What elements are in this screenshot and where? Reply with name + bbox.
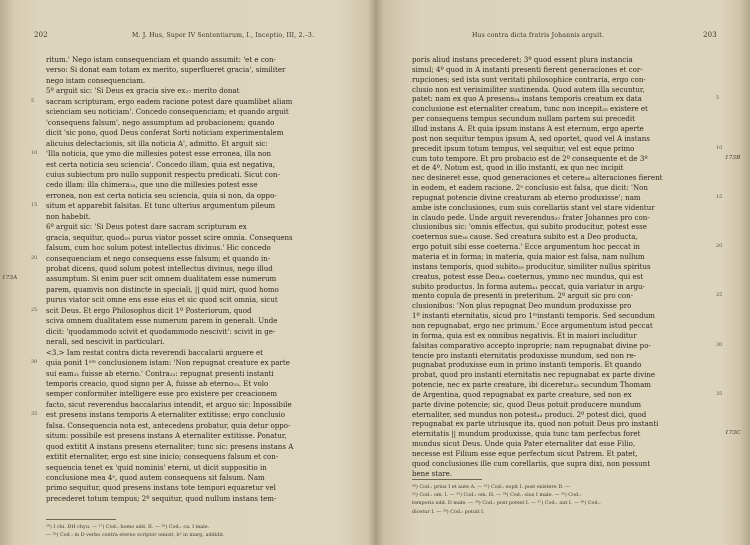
text-line: in eodem, et eadem racione. 2ᵃ conclusio est falsa, que dicit: 'Non — [412, 183, 648, 193]
text-line: situm et apparebit falsitas. Et tunc ulterius argumentum pileum — [46, 201, 276, 211]
margin-folio-reference: 173C — [725, 430, 741, 437]
text-line: cuius subiectum pro nullo supponit respectu predicati. Sicut con- — [46, 169, 280, 179]
text-line: patet: nam ex quo A presens₃₄ instans temporis creatum ex data — [412, 94, 642, 104]
text-line: verso: Si donat eam totam ex merito, superflueret gracia', similiter — [46, 65, 286, 75]
text-line: illud instans A. Et quia ipsum instans A est eternum, ergo aperte — [412, 123, 644, 133]
right-page — [376, 0, 750, 545]
footnote-line: dicetur I. — ³⁹) Cod.: potuit I. — [412, 508, 485, 515]
text-line: sui eam₃₁ fuisse ab eterno.' Contra₃₂: repugnat presenti instanti — [46, 368, 274, 378]
text-line: precedit ipsum totum tempus, vel sequitur, vel est eque primo — [412, 143, 635, 153]
text-line: per consequens tempus secundum nullam partem sui precedit — [412, 114, 635, 124]
text-line: ambe iste conclusiones, cum suis corellariis stant vel stare videntur — [412, 202, 655, 212]
text-line: primo sequitur, quod presens instans tote tempori equaretur vel — [46, 483, 276, 493]
margin-line-number: 15 — [31, 202, 38, 209]
text-line: facto, sicut reverendus baccalarius intendit, et arguo sic: Inpossibile — [46, 399, 292, 409]
right-running-head — [376, 31, 750, 41]
margin-line-number: 10 — [716, 144, 723, 151]
text-line: clusionibus: 'Non plus repugnat Deo mundum produxisse pro — [412, 301, 632, 311]
footnote-line: ³²) Cod.: om. I. — ³³) Cod.: om. H. — ³⁴) Cod.: sius I male. — ³⁵) Cod.: — [412, 492, 582, 499]
text-line: necesse est Filium esse eque perfectum sicut Patrem. Et patet, — [412, 449, 638, 458]
text-line: scienciam seu noticiam'. Concedo consequenciam; et quando arguit — [46, 107, 289, 117]
margin-line-number: 35 — [716, 390, 723, 397]
text-line: alicuius delectacionis, sit illa noticia A', admitto. Et arguit sic: — [46, 138, 268, 148]
text-line: coeternus sue₃₈ cause. Sed creatura subito est a Deo producta, — [412, 232, 638, 242]
text-line: instans temporis, quod subito₃₉ producitur, similiter nullus spiritus — [412, 261, 651, 271]
text-line: post non sequitur tempus ipsum A, sed oportet, quod vel A instans — [412, 133, 650, 143]
right-footnote-rule — [412, 479, 482, 480]
text-line: 1º instanti eternitatis, sicud pro 1ᵐinstanti temporis. Sed secundum — [412, 311, 655, 321]
text-line: quod conclusiones ille cum corellariis, que supra dixi, non possunt — [412, 458, 651, 468]
text-line: clusionibus sic: 'omnis effectus, qui subito producitur, potest esse — [412, 222, 647, 232]
text-line: est presens instans temporis A eternaliter extitisse; ergo conclusio — [46, 410, 286, 420]
text-line: extitit eternaliter, ergo est sine inicio; consequens falsum et con- — [46, 452, 279, 462]
text-line: materia et in forma; in materia, quia maior est falsa, nam nullum — [412, 252, 645, 261]
text-line: in forma, quia est ex omnibus negativis. Et in maiori includitur — [412, 330, 637, 340]
text-line: repugnat potencie divine creaturam ab eterno produxisse'; nam — [412, 192, 641, 202]
text-line: falsum, cum hoc solum potest intellectus divinus.' Hic concedo — [46, 243, 271, 253]
text-line: ergo potuit sibi esse coeterna.' Ecce argumentum hoc peccat in — [412, 242, 640, 252]
text-line: conclusione est eternaliter creatum, tunc non incepit₃₅ existere et — [412, 104, 648, 114]
text-line: potencie, nec ex parte creature, ibi diceretur₄₂ secundum Thomam — [412, 380, 651, 390]
text-line: purus viator scit omne ens esse eius et sic quod scit omnia, sicut — [46, 295, 278, 305]
text-line: mento copula de presenti in preteritum. 2º arguit sic pro con- — [412, 291, 634, 301]
margin-line-number: 5 — [31, 97, 35, 104]
text-line: cedo illam: illa chimera₂₈, que uno die millesies potest esse — [46, 180, 258, 190]
margin-line-number: 5 — [716, 95, 720, 102]
text-line: falsa. Consequencia nota est, antecedens probatur, quia detur oppo- — [46, 420, 291, 430]
text-line: 'Illa noticia, que ymo die millesies potest esse erronea, illa non — [46, 149, 272, 159]
margin-line-number: 10 — [31, 150, 38, 157]
text-line: nec desineret esse, quod generaciones et cetere₃₆ alteraciones fierent — [412, 173, 663, 183]
text-line: scit Deus. Et ergo Philosophus dicit 1º Posteriorum, quod — [46, 305, 252, 315]
text-line: quia ponit 1ᵃᵐ conclusionem istam: 'Non repugnat creature ex parte — [46, 358, 290, 368]
text-line: rupciones; sed ista sunt veritati philosophice contraria, ergo con- — [412, 74, 646, 84]
footnote-line: temporis add. D male. — ³⁶) Cod.: post potest I. — ³⁷) Cod.: aut I. — ³⁸) Cod.: — [412, 500, 601, 507]
text-line: repugnabat ex parte utriusque ita, quod non potuit Deus pro instanti — [412, 419, 659, 429]
text-line: poris aliud instans precederet; 3º quod essent plura instancia — [412, 55, 633, 64]
text-line: pugnabat produxisse eum in primo instanti temporis. Et quando — [412, 360, 642, 370]
right-main-text — [412, 54, 712, 478]
text-line: mundus sicut Deus. Unde quia Pater eternaliter dat esse Filio, — [412, 439, 636, 449]
text-line: et de 4º. Notum est, quod in illo instanti, ex quo nec incipit — [412, 163, 624, 173]
margin-line-number: 20 — [716, 243, 723, 250]
left-running-title: M. J. Hus, Super IV Sententiarum, I., Inceptio, III, 2.–3. — [132, 32, 315, 39]
text-line: 6º arguit sic: 'Si Deus potest dare sacram scripturam ex — [46, 222, 247, 232]
text-line: in claudo pede. Unde arguit reverendus₃₇ frater Johannes pro con- — [412, 212, 650, 222]
left-page-number: 202 — [34, 31, 48, 39]
text-line: nerali, sed nescivit in particulari. — [46, 337, 165, 347]
text-line: gracia, sequitur, quod₂₉ purus viator posset scire omnia. Consequens — [46, 232, 293, 242]
footnote-line: — ²⁹) Cod.: in D verbo contra eterno scriptor omisit, b² in marg. addidit. — [46, 532, 225, 539]
text-line: de Argentina, quod repugnabat ex parte creature, sed non ex — [412, 389, 632, 399]
right-page-number: 203 — [703, 31, 717, 39]
text-line: sacram scripturam, ergo eadem racione potest dare quamlibet aliam — [46, 96, 293, 106]
margin-folio-reference: 173B — [725, 154, 741, 161]
text-line: tencie pro instanti eternitatis produxisse mundum, sed non re- — [412, 350, 637, 360]
text-line: conclusione mea 4ᵃ, quod autem consequens sit falsum. Nam — [46, 473, 265, 482]
margin-line-number: 20 — [31, 254, 38, 261]
text-line: dicit: 'quodammodo scivit et quodammodo nescivit': scivit in ge- — [46, 326, 276, 336]
text-line: precederet totum tempus; 2º sequitur, quod nullum instans tem- — [46, 493, 277, 503]
text-line: consequenciam et nego consequens esse falsum; et quando in- — [46, 253, 271, 263]
text-line: ritum.' Nego istam consequenciam et quando assumit: 'et e con- — [46, 55, 276, 64]
text-line: erronea, non est certa noticia seu sciencia, quia si non, da oppo- — [46, 190, 277, 200]
text-line: parte divine potencie; sic, quod Deus potuit producere mundum — [412, 399, 642, 409]
text-line: 5º arguit sic: 'Si Deus ex gracia sive ex₂₇ merito donat — [46, 86, 240, 96]
text-line: situm: possibile est presens instans A eternaliter extitisse. Ponatur, — [46, 431, 287, 441]
text-line: bene stare. — [412, 468, 453, 478]
text-line: probat, quod pro instanti eternitatis nec repugnabat ex parte divine — [412, 370, 656, 380]
text-line: parem, quamvis non distincte in speciali, || quid miri, quod homo — [46, 284, 279, 294]
text-line: nego istam consequenciam. — [46, 75, 146, 85]
text-line: probat dicens, quod solum potest intellectus divinus, nego illud — [46, 264, 273, 273]
text-line: creatus, potest esse Deo₄₀ coeternus, ymmo nec mundus, qui est — [412, 271, 644, 281]
right-running-title: Hus contra dicta fratris Johannis arguit. — [472, 32, 604, 39]
text-line: subito productus. In forma autem₄₁ peccat, quia variatur in argu- — [412, 281, 645, 291]
margin-line-number: 15 — [716, 193, 723, 200]
text-line: falsitas comparativo accepto inproprie; nam repugnabat divine po- — [412, 340, 651, 350]
text-line: 'consequens falsum', nego assumptum ad probacionem; quando — [46, 117, 275, 127]
text-line: eternaliter, sed mundus non potest₄₃ produci. 2º potest dici, quod — [412, 409, 647, 419]
margin-line-number: 25 — [716, 292, 723, 299]
text-line: eternitatis || mundum produxisse, quia tunc tam perfectus foret — [412, 429, 641, 439]
text-line: assumptum. Si enim puer scit omnem dualitatem esse numerum — [46, 274, 277, 284]
text-line: clusio non est verisimiliter sustinenda. Quod autem illa secuntur, — [412, 84, 645, 94]
margin-line-number: 25 — [31, 306, 38, 313]
text-line: temporis creacio, quod signo per A, fuisse ab eterno₃₃. Et volo — [46, 378, 269, 388]
text-line: non habebit. — [46, 211, 91, 221]
left-footnote-rule — [46, 519, 116, 520]
left-running-head — [0, 31, 376, 41]
text-line: <3.> Iam restat contra dicta reverendi baccalarii arguere et — [46, 347, 264, 357]
margin-folio-reference: 173A — [2, 275, 18, 282]
footnote-line: ³⁰) Cod.: prius I et aute A. — ³¹) Cod.: eopit I. post existere D. — — [412, 484, 570, 490]
text-line: cum toto tempore. Et pro probacio est de 2º consequente et de 3º — [412, 153, 648, 163]
left-main-text — [46, 54, 350, 503]
text-line: non repugnabat, ergo nec primum.' Ecce argumentum istud peccat — [412, 320, 653, 330]
text-line: semper conformiter intelligere esse pro existere per creacionem — [46, 389, 278, 399]
margin-line-number: 30 — [716, 341, 723, 348]
text-line: est certa noticia seu sciencia'. Concedo illam, quia est negativa, — [46, 159, 275, 169]
text-line: dicit 'sic pono, quod Deus conferat Sorti noticiam experimentalem — [46, 128, 284, 138]
margin-line-number: 30 — [31, 359, 38, 366]
text-line: sequencia tenet ex 'quid nominis' eterni, ut dicit suppositio in — [46, 462, 267, 472]
text-line: simul; 4º quod in A instanti presenti fierent generaciones et cor- — [412, 64, 643, 74]
text-line: sciva omnem dualitatem esse numerum parem in generali. Unde — [46, 316, 278, 326]
text-line: quod extitit A instans presens eternaliter; tunc sic: presens instans A — [46, 441, 294, 451]
margin-line-number: 35 — [31, 411, 38, 418]
footnote-line: ²⁶) I chi. DH chyu. — ²⁷) Cod.: homo add. II. — ²⁸) Cod.: ca. I male. — [46, 524, 210, 530]
